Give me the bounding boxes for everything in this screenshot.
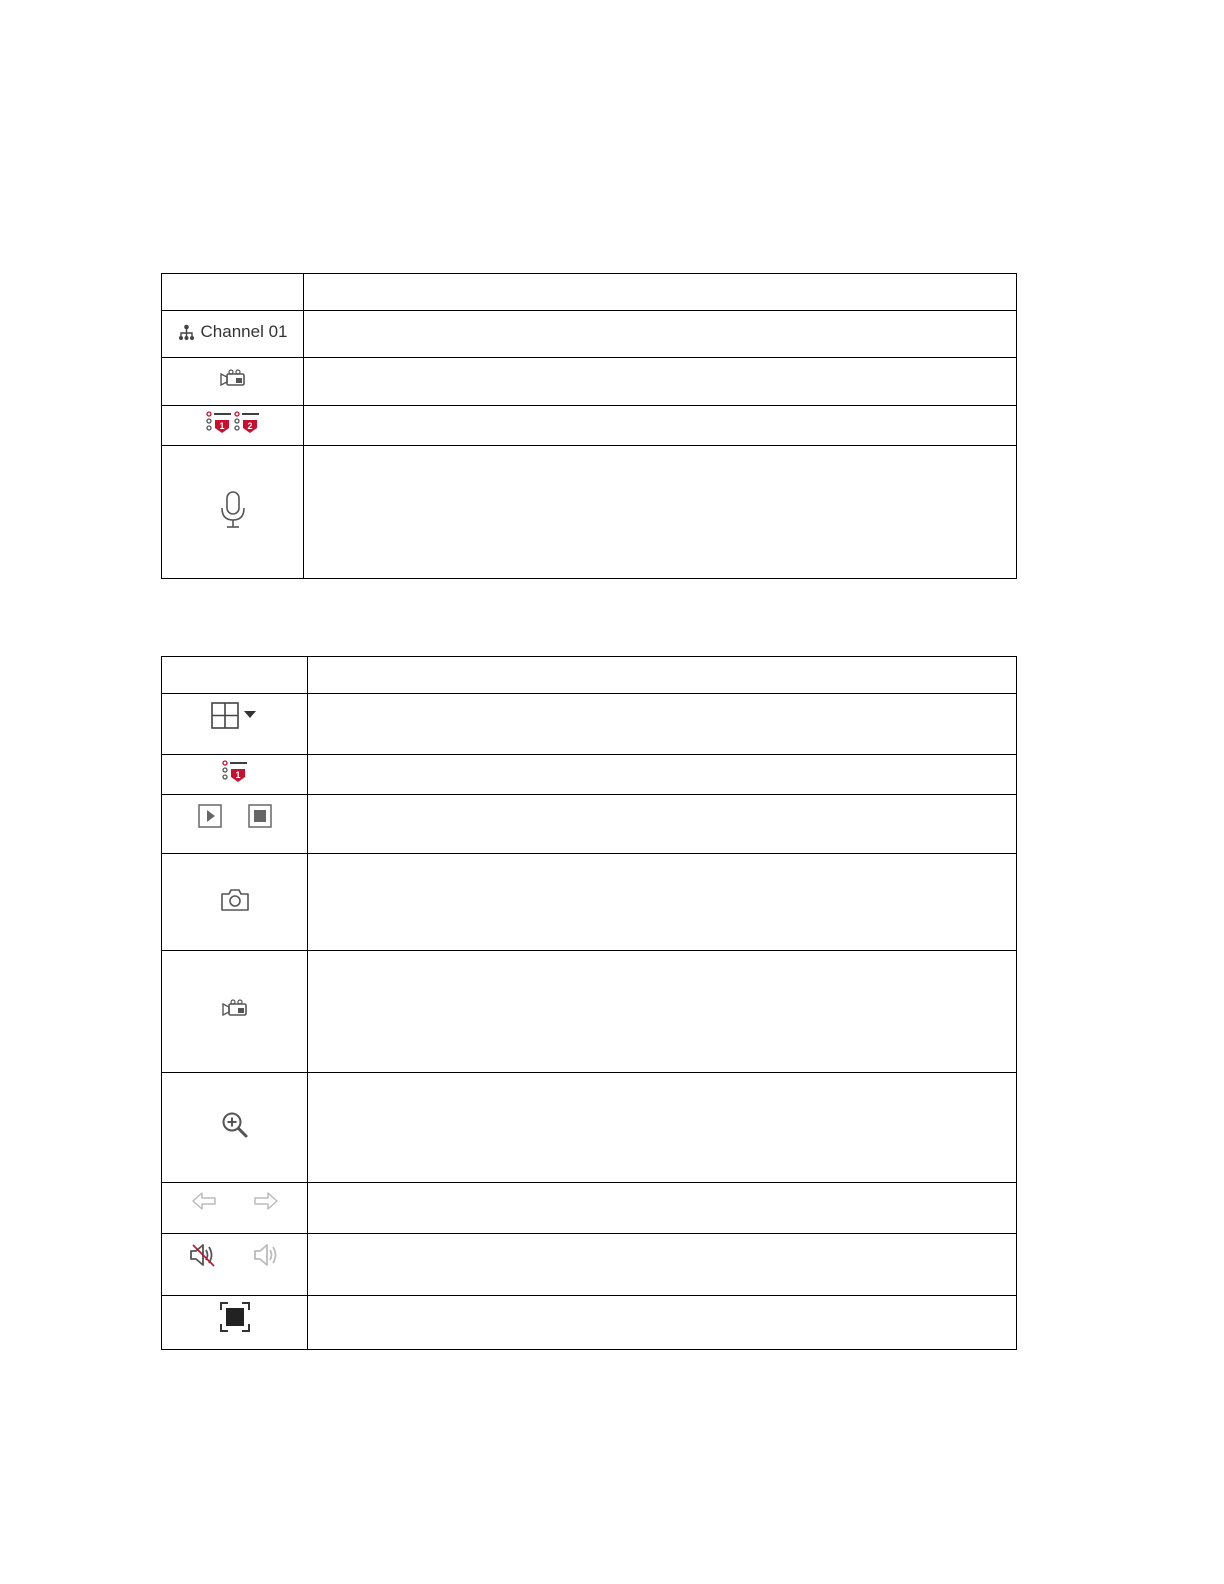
icon-cell — [162, 795, 308, 854]
svg-text:1: 1 — [234, 770, 241, 780]
svg-text:1: 1 — [218, 421, 225, 431]
description-cell — [308, 694, 1017, 755]
volume-icon[interactable] — [253, 1242, 281, 1268]
description-cell — [308, 1234, 1017, 1296]
header-cell-description — [308, 657, 1017, 694]
description-cell — [308, 1183, 1017, 1234]
description-cell — [308, 755, 1017, 795]
table-row — [162, 1234, 1017, 1296]
description-cell — [304, 358, 1017, 406]
stream-2-icon[interactable] — [234, 411, 260, 435]
icon-cell — [162, 406, 304, 446]
stream-1-icon[interactable] — [222, 760, 248, 784]
table-row — [162, 406, 1017, 446]
description-cell — [304, 446, 1017, 579]
icon-cell — [162, 1183, 308, 1234]
table-row — [162, 795, 1017, 854]
channel-label: Channel 01 — [200, 322, 288, 342]
table-row — [162, 446, 1017, 579]
record-icon[interactable] — [221, 999, 249, 1019]
table-row — [162, 311, 1017, 358]
stop-icon[interactable] — [248, 804, 272, 828]
icon-cell — [162, 694, 308, 755]
icon-cell — [162, 446, 304, 579]
icon-cell — [162, 1296, 308, 1350]
header-cell-icon — [162, 274, 304, 311]
description-cell — [308, 854, 1017, 951]
icon-cell — [162, 358, 304, 406]
description-cell — [308, 795, 1017, 854]
camera-icon[interactable] — [220, 888, 250, 912]
playback-toolbar-table — [161, 656, 1017, 1350]
description-cell — [308, 1296, 1017, 1350]
description-cell — [304, 406, 1017, 446]
description-cell — [304, 311, 1017, 358]
table-row — [162, 854, 1017, 951]
stream-1-icon[interactable] — [206, 411, 232, 435]
previous-page-icon[interactable] — [191, 1191, 217, 1211]
next-page-icon[interactable] — [253, 1191, 279, 1211]
table-header-row — [162, 274, 1017, 311]
table-row — [162, 1183, 1017, 1234]
description-cell — [308, 1073, 1017, 1183]
zoom-in-icon[interactable] — [221, 1111, 249, 1139]
description-cell — [308, 951, 1017, 1073]
channel-tree-icon — [178, 324, 195, 341]
icon-cell — [162, 311, 304, 358]
table-row — [162, 694, 1017, 755]
svg-text:2: 2 — [246, 421, 253, 431]
table-header-row — [162, 657, 1017, 694]
table-row — [162, 1296, 1017, 1350]
channel-item[interactable] — [178, 322, 288, 342]
record-icon[interactable] — [219, 369, 247, 389]
table-row — [162, 1073, 1017, 1183]
icon-cell — [162, 951, 308, 1073]
header-cell-icon — [162, 657, 308, 694]
table-row — [162, 755, 1017, 795]
microphone-icon[interactable] — [219, 491, 247, 529]
table-row — [162, 358, 1017, 406]
fullscreen-icon[interactable] — [220, 1302, 250, 1332]
icon-cell — [162, 854, 308, 951]
live-view-toolbar-table — [161, 273, 1017, 579]
icon-cell — [162, 1234, 308, 1296]
play-icon[interactable] — [198, 804, 222, 828]
header-cell-description — [304, 274, 1017, 311]
table-row — [162, 951, 1017, 1073]
icon-cell — [162, 1073, 308, 1183]
window-layout-icon[interactable] — [211, 702, 259, 730]
icon-cell — [162, 755, 308, 795]
mute-icon[interactable] — [189, 1242, 217, 1268]
